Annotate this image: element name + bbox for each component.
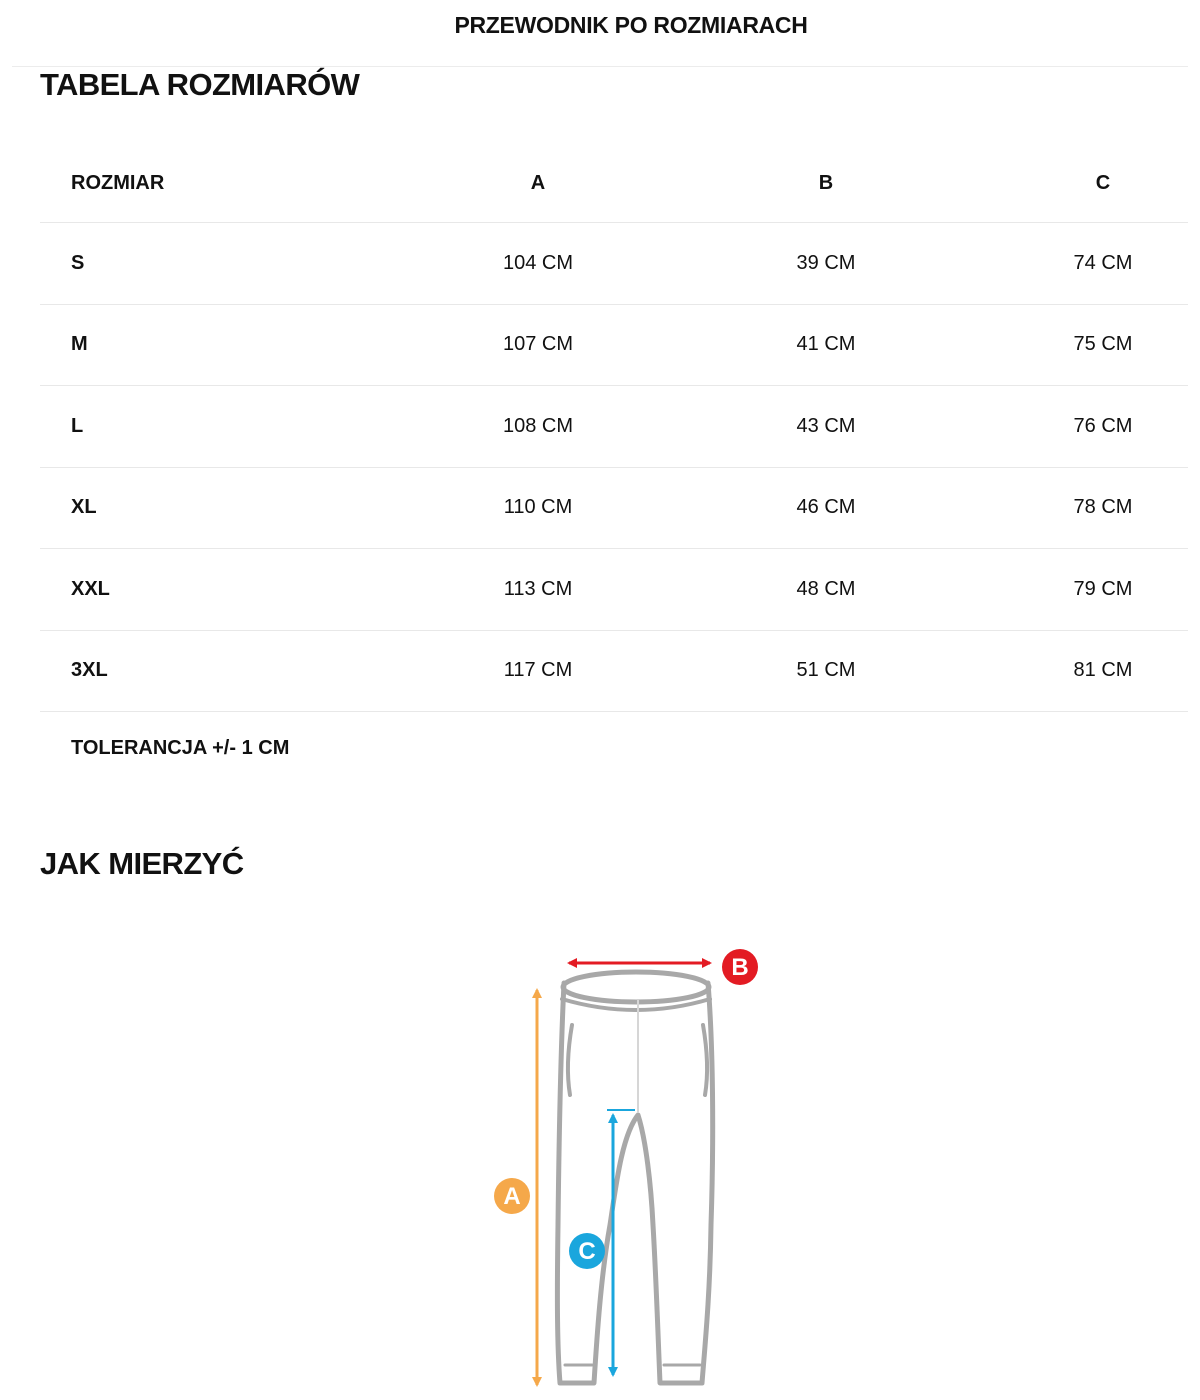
table-row <box>40 631 1188 713</box>
how-to-measure-heading: JAK MIERZYĆ <box>40 846 244 881</box>
size-label: M <box>71 333 88 356</box>
measure-b-value: 39 CM <box>796 251 856 274</box>
label-a-badge <box>494 1178 530 1214</box>
measure-b-value: 43 CM <box>796 414 856 437</box>
label-c-text: C <box>578 1238 596 1265</box>
size-label: S <box>71 251 85 274</box>
column-header: C <box>1095 172 1111 194</box>
size-label: L <box>71 414 84 437</box>
measure-b-value: 51 CM <box>796 659 856 682</box>
label-b-text: B <box>731 954 749 981</box>
pants-icon <box>557 972 712 1383</box>
size-label: XXL <box>71 577 110 600</box>
measure-a-value: 117 CM <box>503 659 573 682</box>
measure-a-value: 107 CM <box>502 333 574 356</box>
measure-a-value: 113 CM <box>503 577 573 600</box>
label-c-badge <box>569 1233 605 1269</box>
pants-diagram <box>470 935 770 1395</box>
measure-c-value: 76 CM <box>1073 414 1133 437</box>
column-header: B <box>818 172 834 194</box>
tolerance-note: TOLERANCJA +/- 1 CM <box>71 737 290 759</box>
table-row <box>40 305 1188 387</box>
table-row <box>40 386 1188 468</box>
page-title: PRZEWODNIK PO ROZMIARACH <box>454 12 808 38</box>
size-table <box>40 145 1188 712</box>
table-row <box>40 223 1188 305</box>
measure-b-value: 41 CM <box>796 333 856 356</box>
measure-a-value: 108 CM <box>502 414 574 437</box>
measure-c-value: 74 CM <box>1073 251 1133 274</box>
table-header-row <box>40 145 1188 223</box>
table-row <box>40 549 1188 631</box>
measure-a-value: 110 CM <box>503 496 573 519</box>
size-table-heading: TABELA ROZMIARÓW <box>40 67 360 102</box>
label-b-badge <box>722 949 758 985</box>
column-header: A <box>530 172 546 194</box>
size-label: XL <box>71 496 97 519</box>
label-a-text: A <box>503 1183 521 1210</box>
size-label: 3XL <box>71 659 108 682</box>
measure-c-value: 78 CM <box>1073 496 1133 519</box>
measure-a-value: 104 CM <box>502 251 574 274</box>
table-row <box>40 468 1188 550</box>
column-header: ROZMIAR <box>71 172 165 194</box>
measure-b-value: 48 CM <box>796 577 856 600</box>
measure-c-value: 75 CM <box>1073 333 1133 356</box>
measure-c-value: 81 CM <box>1073 659 1133 682</box>
measure-b-value: 46 CM <box>796 496 856 519</box>
measurement-diagram <box>470 935 770 1395</box>
measure-c-value: 79 CM <box>1073 577 1133 600</box>
